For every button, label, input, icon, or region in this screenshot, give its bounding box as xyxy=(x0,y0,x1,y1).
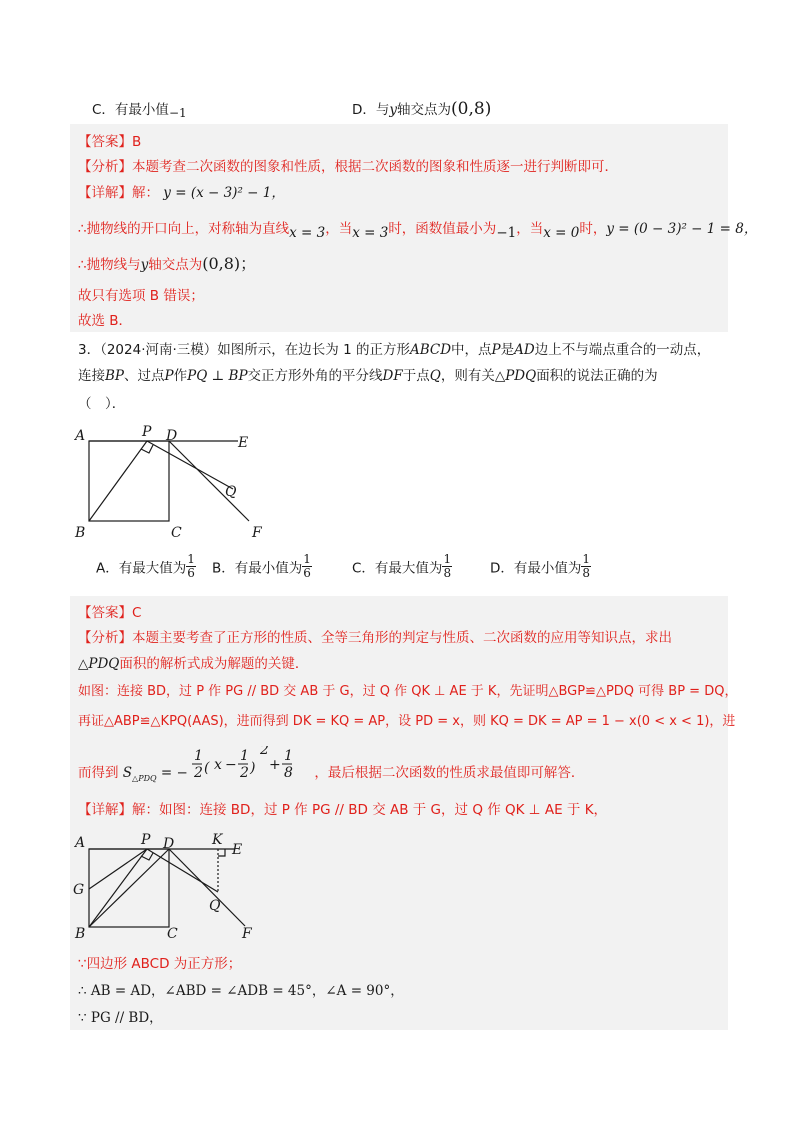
fig1-label-Q: Q xyxy=(225,484,237,500)
prev-analysis: 【分析】本题考查二次函数的图象和性质，根据二次函数的图象和性质逐一进行判断即可． xyxy=(78,159,618,175)
fig1-label-P: P xyxy=(142,424,152,440)
prev-answer-tag: 【答案】B xyxy=(78,134,142,150)
option-d-prev: D．与y轴交点为(0,8) xyxy=(352,99,492,119)
fig1-label-F: F xyxy=(252,525,262,541)
svg-text:8: 8 xyxy=(284,765,293,781)
solution-para-3: 而得到 $S_{\triangle PDQ}$ = − 1 2 ( x − 1 2 ) 2 + 1 8 ，最后根据二次函数的性质求最值即可解答． xyxy=(78,760,584,788)
question-3-line-2: 连接BP、过点P作PQ ⊥ BP交正方形外角的平分线DF于点Q，则有关△PDQ面积的说法正确的为 xyxy=(78,368,658,384)
fig2-label-F: F xyxy=(242,926,252,942)
prev-line-4: 故只有选项 B 错误； xyxy=(78,288,204,304)
prev-detail: 【详解】解： y = (x − 3)² − 1， xyxy=(78,185,285,201)
svg-text:1: 1 xyxy=(240,748,249,764)
option-c-prev: C．有最小值−1 xyxy=(92,102,187,120)
figure-2-construction-diagram xyxy=(70,826,270,946)
solution-analysis-2: △PDQ面积的解析式成为解题的关键． xyxy=(78,656,309,672)
option-a: A．有最大值为 $\frac{1}{6}$ xyxy=(96,552,195,580)
svg-text:x: x xyxy=(214,757,222,773)
solution-answer-tag: 【答案】C xyxy=(78,605,142,621)
fig1-label-B: B xyxy=(75,525,86,541)
prev-line-2: ∴抛物线的开口向上，对称轴为直线x = 3，当x = 3时，函数值最小为−1，当x = 0时，y = (0 − 3)² − 1 = 8， xyxy=(78,221,758,241)
prev-line-5: 故选 B． xyxy=(78,313,133,329)
solution-para-2: 再证△ABP≌△KPQ(AAS)，进而得到 DK = KQ = AP，设 PD = x，则 KQ = DK = AP = 1 − x(0 < x < 1)，进 xyxy=(78,714,736,729)
prev-line-3: ∴抛物线与y轴交点为(0,8)； xyxy=(78,254,257,273)
fig2-label-E: E xyxy=(232,842,243,858)
option-b: B．有最小值为 $\frac{1}{6}$ xyxy=(212,552,311,580)
option-d: D．有最小值为 $\frac{1}{8}$ xyxy=(490,552,591,580)
svg-text:1: 1 xyxy=(284,748,293,764)
fig2-label-D: D xyxy=(163,836,175,852)
fig2-label-C: C xyxy=(167,926,178,942)
solution-line-2: ∴ AB = AD，∠ABD = ∠ADB = 45°，∠A = 90°， xyxy=(78,983,404,999)
fig2-label-P: P xyxy=(141,832,151,848)
solution-para-1: 如图：连接 BD，过 P 作 PG // BD 交 AB 于 G，过 Q 作 QK ⊥ AE 于 K，先证明△BGP≌△PDQ 可得 BP = DQ， xyxy=(78,684,738,699)
svg-text:2: 2 xyxy=(194,765,203,781)
s-pdq-formula xyxy=(192,746,310,786)
fig2-label-A: A xyxy=(75,835,86,851)
svg-text:−: − xyxy=(225,757,237,773)
solution-line-1: ∵四边形 ABCD 为正方形； xyxy=(78,956,242,972)
figure-1-square-diagram xyxy=(70,420,270,545)
question-3-paren: （ ）． xyxy=(78,396,126,412)
svg-text:+: + xyxy=(269,757,281,773)
fig1-label-C: C xyxy=(171,525,182,541)
solution-line-3: ∵ PG // BD， xyxy=(78,1010,163,1026)
fig1-label-E: E xyxy=(238,435,249,451)
fig1-label-A: A xyxy=(75,428,86,444)
solution-analysis-1: 【分析】本题主要考查了正方形的性质、全等三角形的判定与性质、二次函数的应用等知识点，求出 xyxy=(78,630,672,646)
option-c: C．有最大值为 $\frac{1}{8}$ xyxy=(352,552,452,580)
svg-text:): ) xyxy=(250,760,256,776)
fig2-label-G: G xyxy=(73,882,85,898)
fig2-label-K: K xyxy=(212,832,223,848)
fig2-label-Q: Q xyxy=(209,898,221,914)
fig1-label-D: D xyxy=(166,428,178,444)
fig2-label-B: B xyxy=(75,926,86,942)
svg-text:2: 2 xyxy=(240,765,249,781)
svg-text:(: ( xyxy=(204,760,210,776)
svg-text:1: 1 xyxy=(194,748,203,764)
question-3-line-1: 3．（2024·河南·三模）如图所示，在边长为 1 的正方形ABCD中，点P是AD边上不与端点重合的一动点， xyxy=(78,342,711,358)
solution-detail-1: 【详解】解：如图：连接 BD，过 P 作 PG // BD 交 AB 于 G，过 Q 作 QK ⊥ AE 于 K， xyxy=(78,802,608,818)
svg-text:2: 2 xyxy=(260,746,269,758)
